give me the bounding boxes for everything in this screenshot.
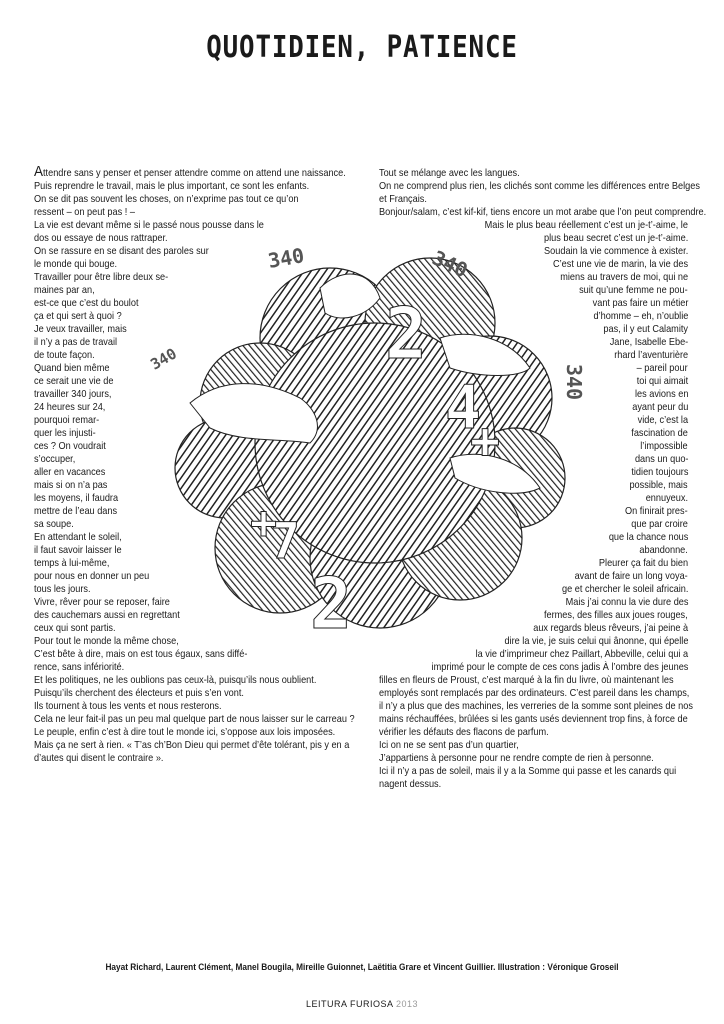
right-line: employés sont remplacés par des ordinateurs. C’est pareil dans les champs, (379, 688, 690, 699)
number-340-c: 340 (147, 344, 180, 374)
left-line: Vivre, rêver pour se reposer, faire (34, 597, 170, 608)
number-340-a: 340 (266, 243, 306, 273)
left-line: mettre de l’eau dans (34, 506, 118, 517)
left-line: il faut savoir laisser le (34, 545, 122, 556)
left-line: En attendant le soleil, (34, 532, 122, 543)
right-line: miens au travers de moi, qui ne (560, 272, 688, 283)
right-line: et Français. (379, 194, 427, 205)
credits: Hayat Richard, Laurent Clément, Manel Bougila, Mireille Guionnet, Laëtitia Grare et Vincent Guillier. Illustration : Véronique Groseil (105, 962, 619, 972)
left-line: quer les injusti- (34, 428, 96, 439)
right-line: Tout se mélange avec les langues. (379, 168, 520, 179)
right-line: d’homme – eh, n’oublie (593, 311, 688, 322)
right-line: il n’y a plus que des machines, les verreries de la somme sont pleines de nos (379, 701, 693, 712)
left-line: de toute façon. (34, 350, 95, 361)
left-line: est-ce que c’est du boulot (34, 298, 139, 309)
right-line: suit qu’une femme ne pou- (579, 285, 688, 296)
glyph-4: 4 (445, 373, 482, 443)
right-line: possible, mais (629, 480, 688, 491)
right-line: – pareil pour (637, 363, 688, 374)
right-line: J’appartiens à personne pour ne rendre compte de rien à personne. (379, 753, 654, 764)
left-line: aller en vacances (34, 467, 106, 478)
right-line: ge et chercher le soleil africain. (561, 584, 688, 595)
left-line: Ils tournent à tous les vents et nous resterons. (34, 701, 222, 712)
glyph-plus-left: + (250, 496, 278, 549)
right-line: aux regards bleus rêveurs, j’ai peine à (533, 623, 688, 634)
right-line: les avions en (634, 389, 688, 400)
left-line: travailler 340 jours, (34, 389, 112, 400)
left-line: pour nous en donner un peu (34, 571, 150, 582)
left-line-text: ttendre sans y penser et penser attendre comme on attend une naissance. (43, 168, 346, 179)
left-line: mais si on n’a pas (34, 480, 108, 491)
left-line: s’occuper, (34, 454, 76, 465)
left-line: Et les politiques, ne les oublions pas ceux-là, puisqu’ils nous oublient. (34, 675, 317, 686)
right-line: mains réchauffées, brûlées si les gants usés deviennent trop fins, à force de (379, 714, 688, 725)
illustration (150, 228, 600, 648)
right-line: Ici il n’y a pas de soleil, mais il y a la Somme qui passe et les canards qui (379, 766, 677, 777)
footer (0, 999, 724, 1009)
left-line: ça et qui sert à quoi ? (34, 311, 122, 322)
right-line: plus beau secret c’est un je-t’-aime. (543, 233, 688, 244)
left-line: tous les jours. (34, 584, 91, 595)
left-line: il n’y a pas de travail (34, 337, 118, 348)
right-line: l’impossible (640, 441, 688, 452)
publication-name: LEITURA FURIOSA (305, 999, 393, 1009)
number-340-b: 340 (428, 245, 472, 283)
right-line: On ne comprend plus rien, les clichés sont comme les différences entre Belges (379, 181, 700, 192)
left-line: ces ? On voudrait (34, 441, 106, 452)
right-line: Bonjour/salam, c’est kif-kif, tiens encore un mot arabe que l’on peut comprendre. (379, 207, 707, 218)
right-line: ayant peur du (631, 402, 688, 413)
right-line: que par croire (631, 519, 688, 530)
left-line: ce serait une vie de (34, 376, 114, 387)
right-line: avant de faire un long voya- (574, 571, 688, 582)
right-line: Pleurer ça fait du bien (598, 558, 688, 569)
right-line: Soudain la vie commence à exister. (543, 246, 688, 257)
left-line: maines par an, (34, 285, 95, 296)
left-line: le monde qui bouge. (34, 259, 118, 270)
left-line: Puis reprendre le travail, mais le plus important, ce sont les enfants. (34, 181, 310, 192)
left-line: Travailler pour être libre deux se- (34, 272, 169, 283)
glyph-2-bottom: 2 (310, 563, 353, 645)
left-line: Cela ne leur fait-il pas un peu mal quelque part de nous laisser sur le carreau ? (34, 714, 355, 725)
dropcap: A (34, 163, 44, 180)
right-line: ennuyeux. (645, 493, 688, 504)
left-line: temps à lui-même, (34, 558, 110, 569)
left-line: 24 heures sur 24, (34, 402, 106, 413)
right-line: pas, il y eut Calamity (603, 324, 688, 335)
left-line: pourquoi remar- (34, 415, 100, 426)
left-line: ressent – on peut pas ! – (34, 207, 135, 218)
right-line: vérifier les défauts des flacons de parfum. (379, 727, 549, 738)
right-line: C’est une vie de marin, la vie des (552, 259, 688, 270)
right-line: fermes, des filles aux joues rouges, (544, 610, 688, 621)
left-line: ceux qui sont partis. (34, 623, 116, 634)
right-line: la vie d’imprimeur chez Paillart, Abbeville, celui qui a (475, 649, 688, 660)
left-line: Pour tout le monde la même chose, (34, 636, 179, 647)
left-line: d’autes qui disent le contraire ». (34, 753, 164, 764)
right-line: abandonne. (639, 545, 688, 556)
right-line: tidien toujours (630, 467, 688, 478)
right-line: vant pas faire un métier (592, 298, 688, 309)
left-line: Le peuple, enfin c’est à dire tout le monde ici, s’oppose aux lois imposées. (34, 727, 336, 738)
left-line: les moyens, il faudra (34, 493, 119, 504)
page-title: QUOTIDIEN, PATIENCE (206, 30, 518, 65)
right-line: imprimé pour le compte de ces cons jadis À l’ombre des jeunes (431, 662, 688, 673)
glyph-7: 7 (270, 512, 301, 570)
left-line: des cauchemars aussi en regrettant (34, 610, 180, 621)
glyph-plus-right: + (470, 412, 501, 470)
left-line: On se rassure en se disant des paroles sur (34, 246, 209, 257)
left-line: sa soupe. (34, 519, 74, 530)
right-line: fascination de (631, 428, 688, 439)
left-line: dos ou essaye de nous rattraper. (34, 233, 168, 244)
left-line: On se dit pas souvent les choses, on n’exprime pas tout ce qu’on (34, 194, 299, 205)
left-line: Puisqu’ils cherchent des électeurs et puis s’en vont. (34, 688, 244, 699)
right-line: Mais le plus beau réellement c’est un je-t’-aime, le (484, 220, 688, 231)
left-line: La vie est devant même si le passé nous pousse dans le (34, 220, 264, 231)
right-line: toi qui aimait (636, 376, 688, 387)
left-line: Mais ça ne sert à rien. « T’as ch’Bon Dieu qui permet d’ête tolérant, pis y en a (34, 740, 350, 751)
left-line: rence, sans infériorité. (34, 662, 125, 673)
number-340-d: 340 (562, 363, 587, 401)
right-line: On finirait pres- (625, 506, 688, 517)
right-line: vide, c’est la (637, 415, 688, 426)
right-line: Mais j’ai connu la vie dure des (565, 597, 688, 608)
left-line: Je veux travailler, mais (34, 324, 127, 335)
right-line: dans un quo- (634, 454, 688, 465)
right-line: Ici on ne se sent pas d’un quartier, (379, 740, 519, 751)
left-line: Quand bien même (34, 363, 110, 374)
right-line: filles en fleurs de Proust, c’est marqué à la fin du livre, où maintenant les (379, 675, 674, 686)
right-line: rhard l’aventurière (614, 350, 688, 361)
left-line: C’est bête à dire, mais on est tous égaux, sans diffé- (34, 649, 248, 660)
right-line: Jane, Isabelle Ebe- (609, 337, 688, 348)
glyph-2-top: 2 (385, 293, 428, 375)
right-line: dire la vie, je suis celui qui ânonne, qui épelle (503, 636, 688, 647)
right-line: que la chance nous (608, 532, 688, 543)
left-line (34, 163, 346, 180)
right-line: nagent dessus. (379, 779, 442, 790)
publication-year: 2013 (396, 999, 419, 1009)
